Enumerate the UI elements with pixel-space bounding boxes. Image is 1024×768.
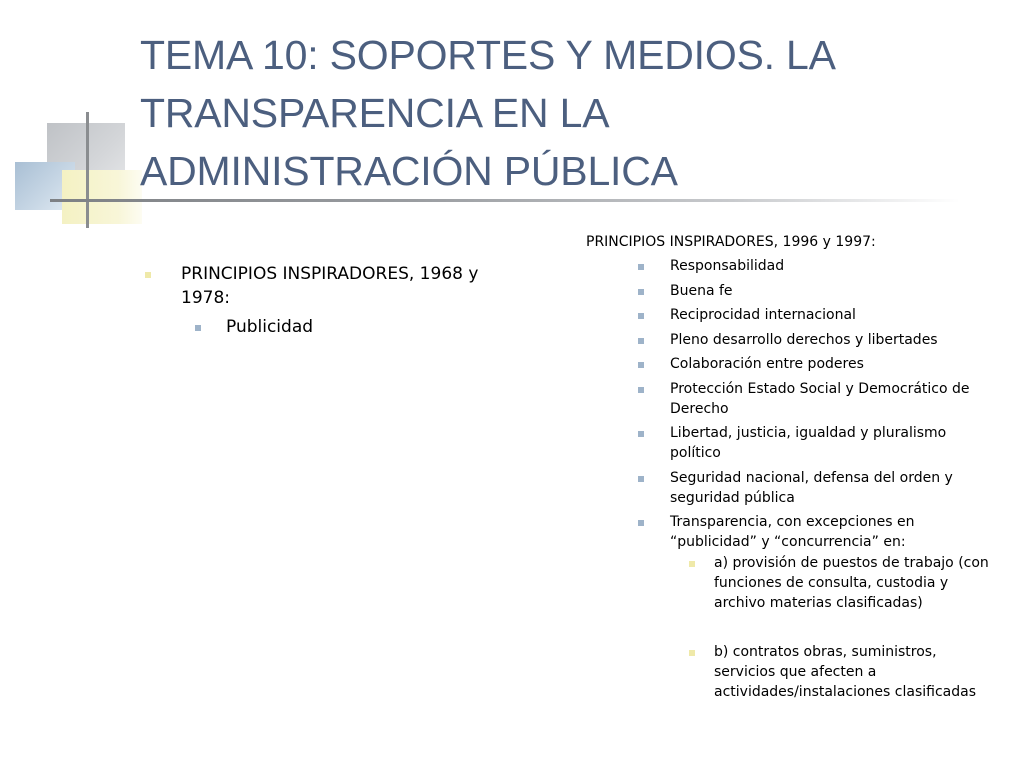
right-column xyxy=(586,232,1006,702)
left-heading-text: PRINCIPIOS INSPIRADORES, 1968 y 1978: xyxy=(181,264,479,308)
decorative-vertical-line xyxy=(86,112,89,228)
square-bullet-icon xyxy=(638,264,644,270)
right-outline xyxy=(586,256,1006,552)
principle-item xyxy=(586,281,992,301)
square-bullet-icon xyxy=(689,650,695,656)
left-column xyxy=(140,262,520,339)
principle-item xyxy=(586,379,992,419)
principle-item xyxy=(586,330,992,350)
principle-item xyxy=(586,423,992,463)
principle-item xyxy=(586,305,992,325)
left-outline xyxy=(140,262,520,339)
exception-item xyxy=(586,642,994,702)
exceptions-outline xyxy=(586,553,1006,702)
title-line: TRANSPARENCIA EN LA xyxy=(140,90,610,136)
square-bullet-icon xyxy=(638,431,644,437)
left-list-item xyxy=(140,315,520,339)
principle-item xyxy=(586,468,992,508)
principle-text: Protección Estado Social y Democrático de Derecho xyxy=(670,380,970,417)
square-bullet-icon xyxy=(638,313,644,319)
slide-title xyxy=(140,26,1000,200)
principle-item xyxy=(586,354,992,374)
left-list-item-text: Publicidad xyxy=(226,317,314,337)
square-bullet-icon xyxy=(638,338,644,344)
square-bullet-icon xyxy=(638,476,644,482)
principle-text: Pleno desarrollo derechos y libertades xyxy=(670,331,938,348)
square-bullet-icon xyxy=(638,289,644,295)
title-line: ADMINISTRACIÓN PÚBLICA xyxy=(140,148,678,194)
principle-text: Buena fe xyxy=(670,282,733,299)
left-heading-item xyxy=(140,262,520,310)
principle-text: Colaboración entre poderes xyxy=(670,356,864,372)
title-line: TEMA 10: SOPORTES Y MEDIOS. LA xyxy=(140,32,836,78)
right-heading: PRINCIPIOS INSPIRADORES, 1996 y 1997: xyxy=(586,234,876,250)
square-bullet-icon xyxy=(195,325,201,331)
principle-item xyxy=(586,512,992,552)
square-bullet-icon xyxy=(689,561,695,567)
square-bullet-icon xyxy=(638,520,644,526)
exception-text: a) provisión de puestos de trabajo (con funciones de consulta, custodia y archivo materias clasificadas) xyxy=(714,554,989,611)
principle-item xyxy=(586,256,992,276)
principle-text: Reciprocidad internacional xyxy=(670,307,856,323)
decorative-yellow-square xyxy=(62,170,142,224)
exception-item xyxy=(586,553,994,613)
square-bullet-icon xyxy=(145,272,151,278)
principle-text: Responsabilidad xyxy=(670,258,785,274)
principle-text: Transparencia, con excepciones en “publicidad” y “concurrencia” en: xyxy=(670,514,915,550)
square-bullet-icon xyxy=(638,362,644,368)
principle-text: Libertad, justicia, igualdad y pluralismo político xyxy=(670,425,947,461)
exception-text: b) contratos obras, suministros, servicios que afecten a actividades/instalaciones clasificadas xyxy=(714,643,976,700)
principle-text: Seguridad nacional, defensa del orden y seguridad pública xyxy=(670,469,953,506)
square-bullet-icon xyxy=(638,387,644,393)
